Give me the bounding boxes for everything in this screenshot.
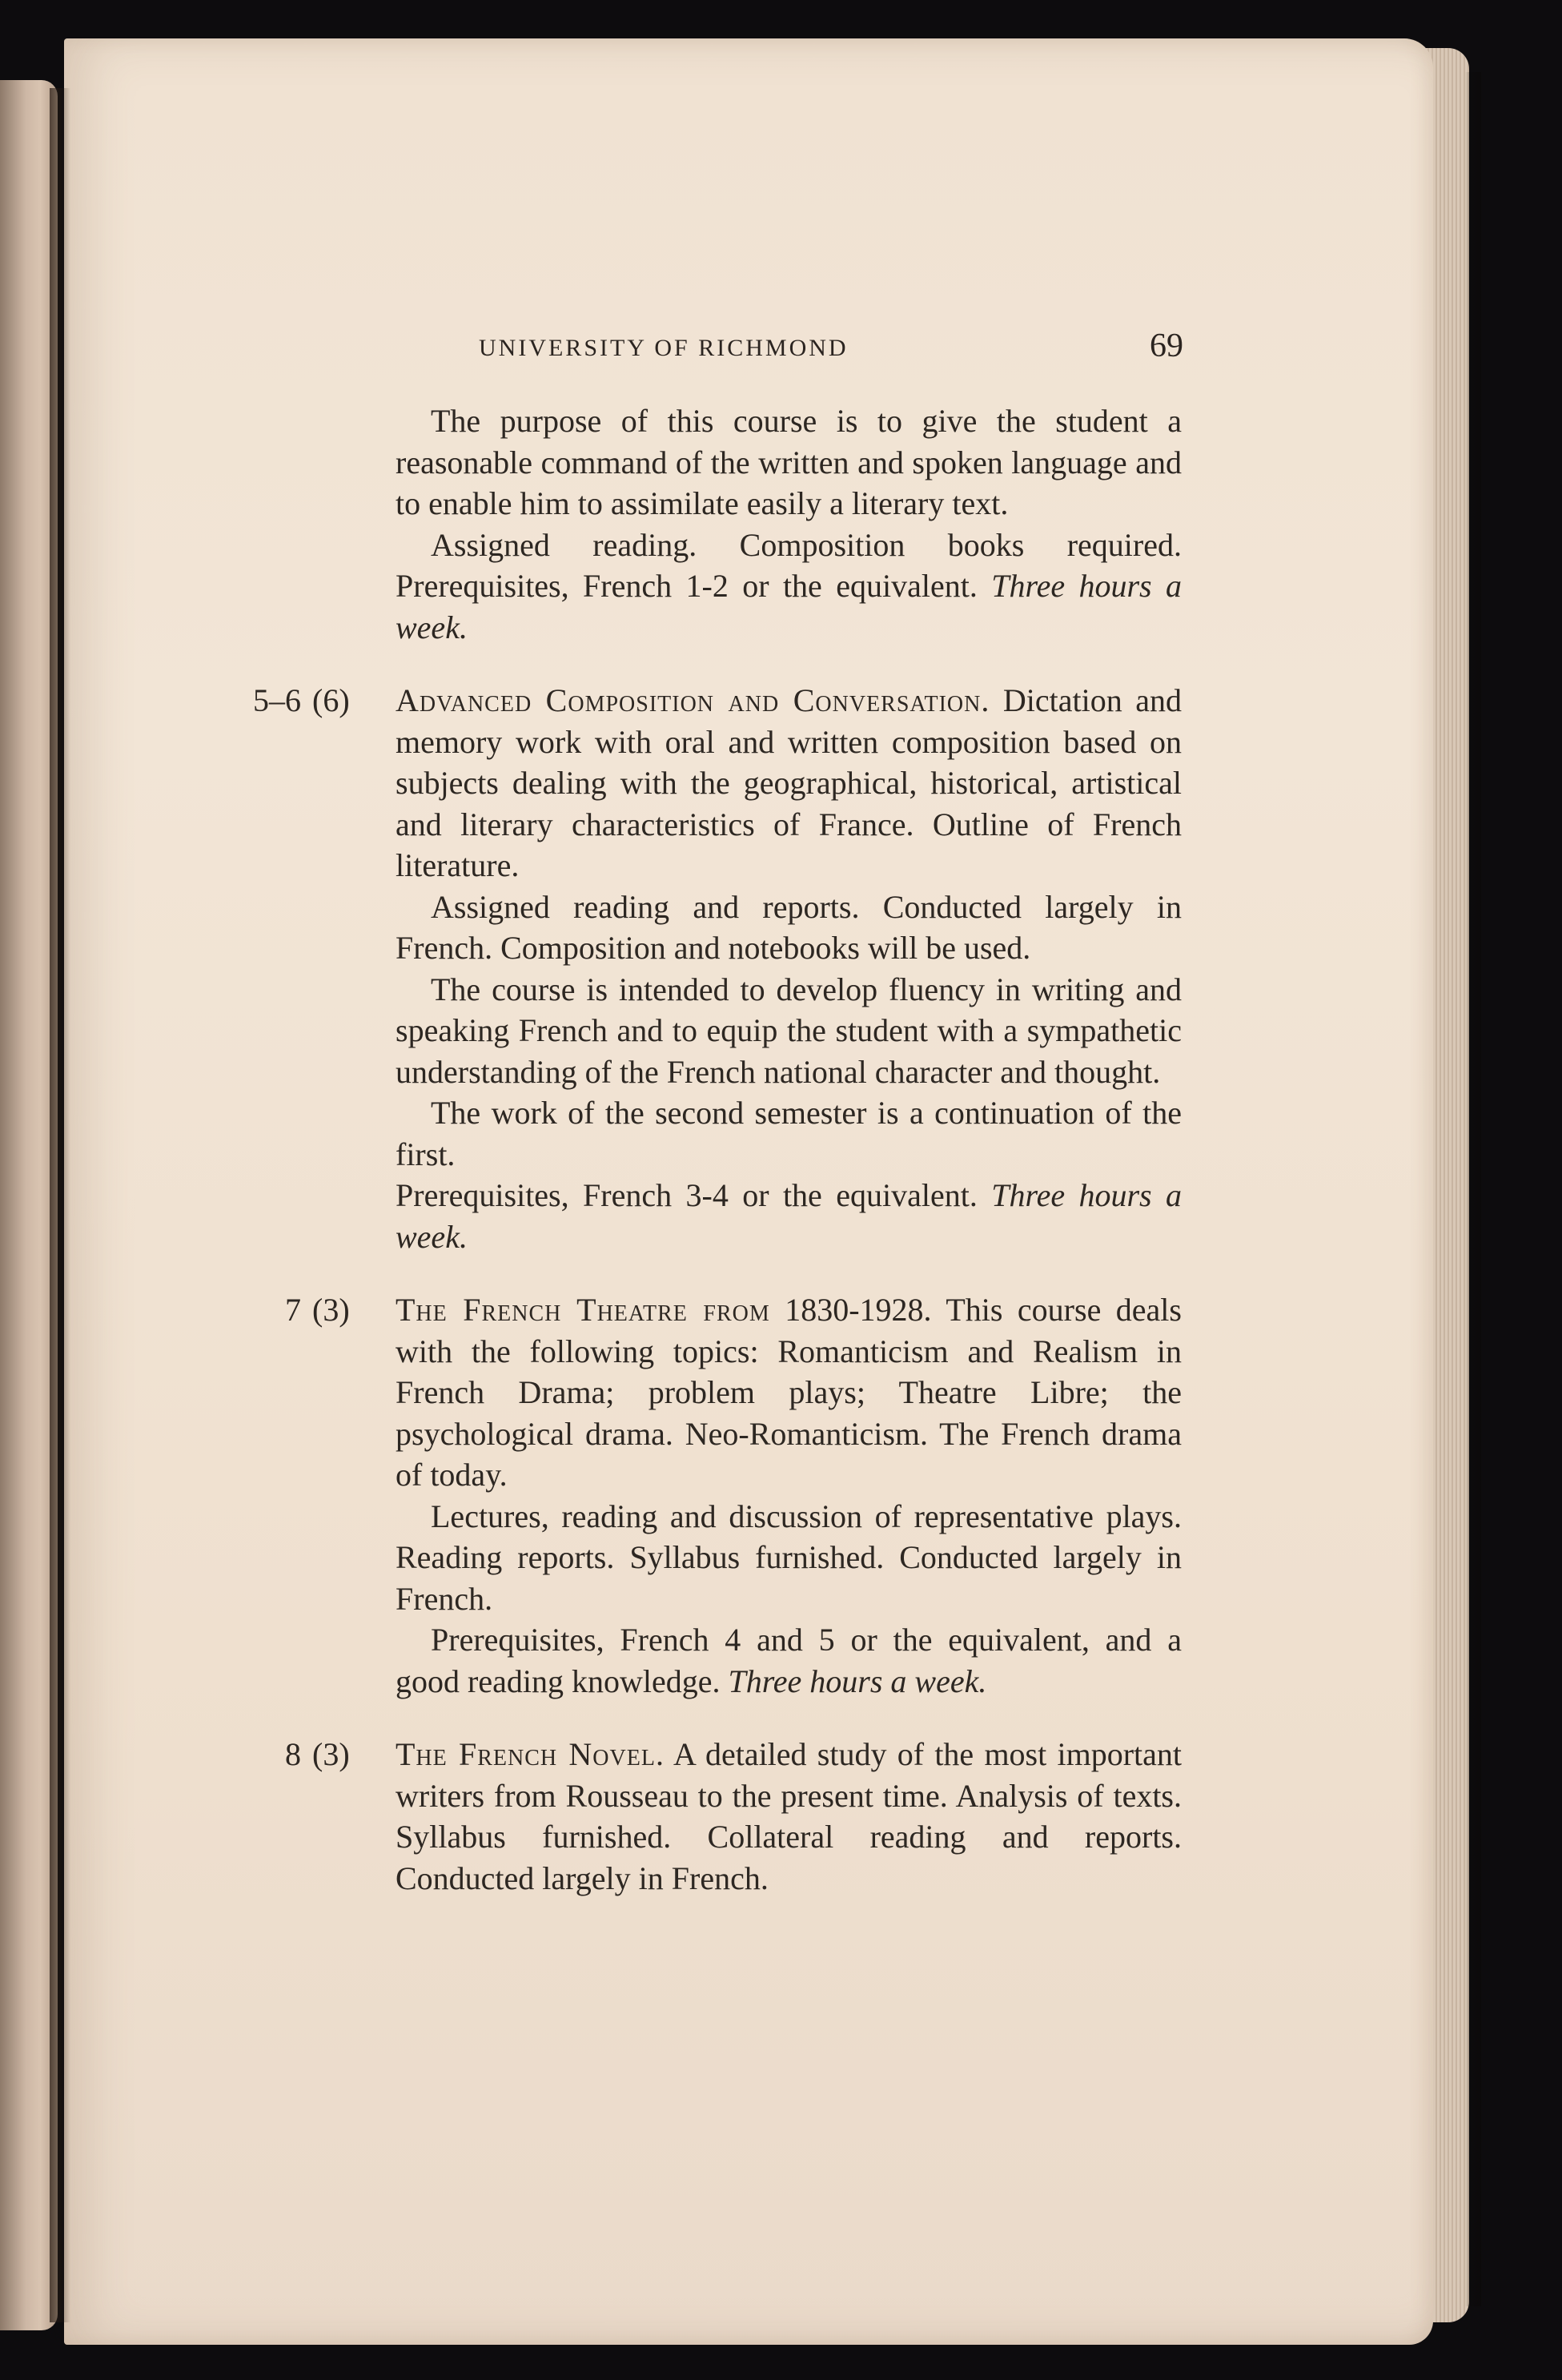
- course-prerequisites: [181, 1175, 1182, 1257]
- intro-requirements: [181, 525, 1182, 649]
- running-head-title: UNIVERSITY OF RICHMOND: [479, 335, 849, 361]
- gutter-shadow: [50, 88, 70, 2322]
- course-number: 5–6: [253, 682, 301, 718]
- course-paragraph: [181, 1496, 1182, 1620]
- course-paragraph: [181, 886, 1182, 969]
- course-title: The French Theatre from: [396, 1292, 770, 1328]
- prerequisites-text: Prerequisites, French 3-4 or the equivalent.: [396, 1177, 978, 1213]
- course-credits: (3): [312, 1292, 350, 1328]
- course-credits: (6): [312, 682, 350, 718]
- intro-requirements-text: Assigned reading. Composition books required. Prerequisites, French 1-2 or the equivalent.: [396, 526, 1182, 604]
- page-number: 69: [1150, 328, 1183, 364]
- course-number: 7: [285, 1292, 301, 1328]
- course-entry-7: [181, 1289, 1182, 1496]
- intro-paragraph: [181, 400, 1182, 525]
- course-title: The French Novel.: [396, 1736, 665, 1772]
- course-entry-5-6: [181, 680, 1182, 886]
- course-title-years: 1830-1928.: [785, 1292, 932, 1328]
- running-head: [479, 328, 1183, 380]
- course-paragraph-text: Lectures, reading and discussion of representative plays. Reading reports. Syllabus furnished. Conducted largely in French.: [396, 1498, 1182, 1617]
- course-paragraph-text: The course is intended to develop fluency in writing and speaking French and to equip the student with a sympathetic understanding of the French national character and thought.: [396, 971, 1182, 1090]
- course-hours: Three hours a week.: [396, 1177, 1183, 1255]
- prerequisites-text: Prerequisites, French 4 and 5 or the equivalent, and a good reading knowledge.: [396, 1622, 1182, 1699]
- course-title: Advanced Composition and Conversation.: [396, 682, 990, 718]
- intro-text: The purpose of this course is to give the student a reasonable command of the written and spoken language and to enable him to assimilate easily a literary text.: [396, 403, 1182, 521]
- course-hours: Three hours a week.: [728, 1662, 987, 1699]
- course-description: This course deals with the following topics: Romanticism and Realism in French Drama; problem plays; Theatre Libre; the psychological drama. Neo-Romanticism. The French drama of today.: [396, 1292, 1182, 1493]
- course-paragraph: [181, 1092, 1182, 1175]
- page-body: [181, 400, 1182, 1899]
- intro-hours: Three hours a week.: [396, 568, 1183, 645]
- course-description: A detailed study of the most important writers from Rousseau to the present time. Analysis of texts. Syllabus furnished. Collateral reading and reports. Conducted largely in French.: [396, 1736, 1183, 1896]
- course-prerequisites: [181, 1619, 1182, 1702]
- course-number: 8: [285, 1736, 301, 1772]
- course-entry-8: [181, 1734, 1182, 1899]
- page-stack-shadow: [1465, 72, 1481, 2306]
- course-paragraph: [181, 969, 1182, 1093]
- course-paragraph-text: Assigned reading and reports. Conducted largely in French. Composition and notebooks will be used.: [396, 888, 1182, 966]
- course-description: Dictation and memory work with oral and written composition based on subjects dealing with the geographical, historical, artistical and literary characteristics of France. Outline of French literature.: [396, 682, 1183, 883]
- course-credits: (3): [312, 1736, 350, 1772]
- course-paragraph-text: The work of the second semester is a continuation of the first.: [396, 1095, 1182, 1172]
